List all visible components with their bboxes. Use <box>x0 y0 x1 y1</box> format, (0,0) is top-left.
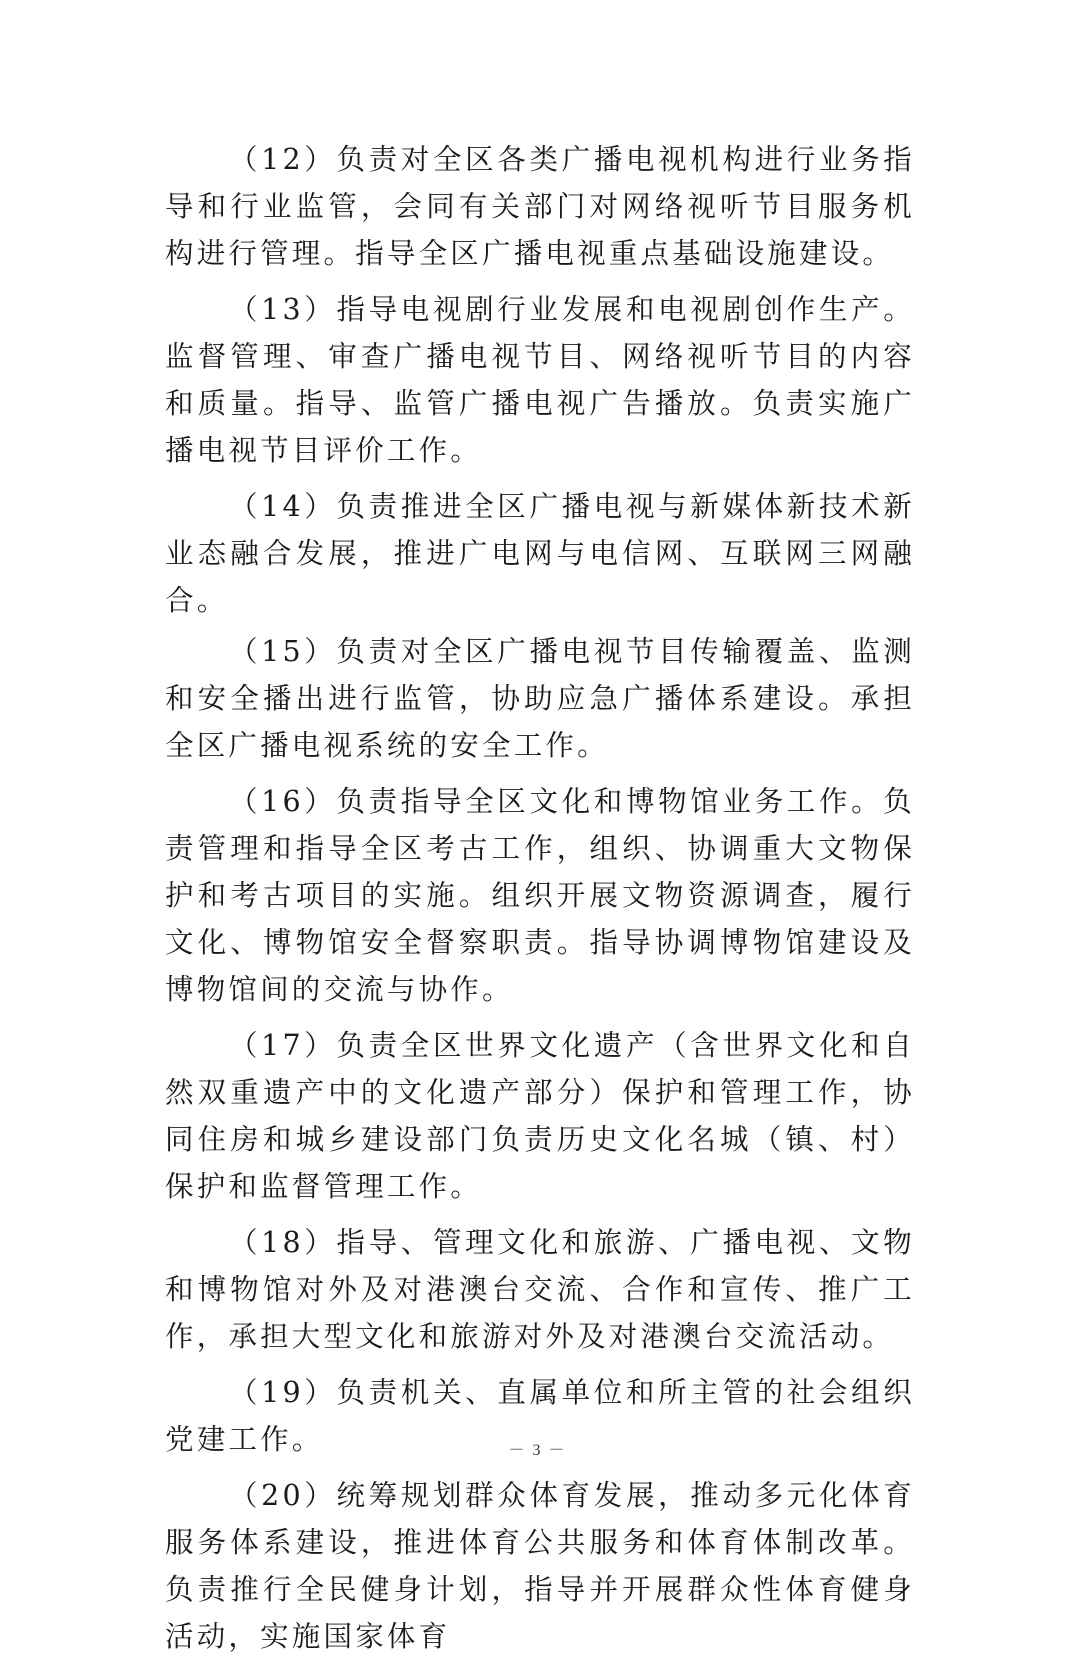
paragraph-item-17: （17）负责全区世界文化遗产（含世界文化和自然双重遗产中的文化遗产部分）保护和管理工作，协同住房和城乡建设部门负责历史文化名城（镇、村）保护和监督管理工作。 <box>165 1029 915 1203</box>
paragraph-item-19: （19）负责机关、直属单位和所主管的社会组织党建工作。 <box>165 1376 915 1456</box>
paragraph-item-20: （20）统筹规划群众体育发展，推动多元化体育服务体系建设，推进体育公共服务和体育体制改革。负责推行全民健身计划，指导并开展群众性体育健身活动，实施国家体育 <box>165 1479 915 1653</box>
paragraph-item-15: （15）负责对全区广播电视节目传输覆盖、监测和安全播出进行监管，协助应急广播体系建设。承担全区广播电视系统的安全工作。 <box>165 635 915 762</box>
paragraph-item-18: （18）指导、管理文化和旅游、广播电视、文物和博物馆对外及对港澳台交流、合作和宣传、推广工作，承担大型文化和旅游对外及对港澳台交流活动。 <box>165 1226 915 1353</box>
paragraph-item-13: （13）指导电视剧行业发展和电视剧创作生产。监督管理、审查广播电视节目、网络视听节目的内容和质量。指导、监管广播电视广告播放。负责实施广播电视节目评价工作。 <box>165 293 915 467</box>
paragraph-item-14: （14）负责推进全区广播电视与新媒体新技术新业态融合发展，推进广电网与电信网、互联网三网融合。 <box>165 490 915 617</box>
paragraph-item-12: （12）负责对全区各类广播电视机构进行业务指导和行业监管，会同有关部门对网络视听节目服务机构进行管理。指导全区广播电视重点基础设施建设。 <box>165 143 915 270</box>
paragraph-item-16: （16）负责指导全区文化和博物馆业务工作。负责管理和指导全区考古工作，组织、协调重大文物保护和考古项目的实施。组织开展文物资源调查，履行文化、博物馆安全督察职责。指导协调博物馆建设及博物馆间的交流与协作。 <box>165 785 915 1006</box>
page-number: － 3 － <box>508 1442 567 1459</box>
